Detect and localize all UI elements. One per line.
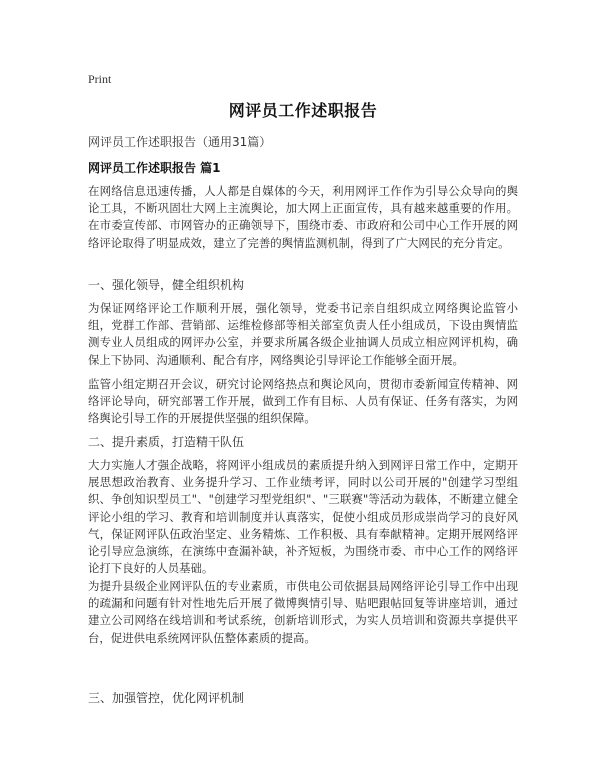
paragraph-leadership: 为保证网络评论工作顺利开展，强化领导，党委书记亲自组织成立网络舆论监管小组，党群工作部、营销部、运维检修部等相关部室负责人任小组成员，下设由舆情监测专业人员组成的网评办公室，并要求所属各级企业抽调人员成立相应网评机构，确保上下协同、沟通顺利、配合有序，网络舆论引导评论工作能够全面开展。 (88, 301, 518, 367)
section-heading: 网评员工作述职报告 篇1 (88, 161, 221, 175)
print-link[interactable]: Print (88, 72, 112, 86)
paragraph-county-team: 为提升县级企业网评队伍的专业素质，市供电公司依据县局网络评论引导工作中出现的疏漏和问题有针对性地先后开展了微博舆情引导、贴吧跟帖回复等讲座培训，通过建立公司网络在线培训和考试系统，创新培训形式，为实人员培训和资源共享提供平台，促进供电系统网评队伍整体素质的提高。 (88, 579, 518, 645)
document-subtitle: 网评员工作述职报告（通用31篇） (88, 135, 272, 149)
paragraph-training: 大力实施人才强企战略，将网评小组成员的素质提升纳入到网评日常工作中，定期开展思想政治教育、业务提升学习、工作业绩考评，同时以公司开展的"创建学习型组织、争创知识型员工"、"创建学习型党组织"、"三联赛"等活动为载体，不断建立健全评论小组的学习、教育和培训制度并认真落实，促使小组成员形成崇尚学习的良好风气，保证网评队伍政治坚定、业务精炼、工作积极、具有奉献精神。定期开展网络评论引导应急演练，在演练中查漏补缺，补齐短板，为围绕市委、市中心工作的网络评论打下良好的人员基础。 (88, 458, 518, 576)
paragraph-intro: 在网络信息迅速传播，人人都是自媒体的今天，利用网评工作作为引导公众导向的舆论工具，不断巩固壮大网上主流舆论，加大网上正面宣传，具有越来越重要的作用。在市委宣传部、市网管办的正确领导下，围绕市委、市政府和公司中心工作开展的网络评论取得了明显成效，建立了完善的舆情监测机制，得到了广大网民的充分肯定。 (88, 184, 518, 250)
paragraph-meetings: 监管小组定期召开会议，研究讨论网络热点和舆论风向，贯彻市委新闻宣传精神、网络评论导向，研究部署工作开展，做到工作有目标、人员有保证、任务有落实，为网络舆论引导工作的开展提供坚强的组织保障。 (88, 377, 518, 426)
page-title: 网评员工作述职报告 (228, 101, 378, 120)
subheading-1: 一、强化领导，健全组织机构 (88, 278, 245, 292)
subheading-3: 三、加强管控，优化网评机制 (88, 691, 245, 705)
subheading-2: 二、提升素质，打造精干队伍 (88, 435, 245, 449)
